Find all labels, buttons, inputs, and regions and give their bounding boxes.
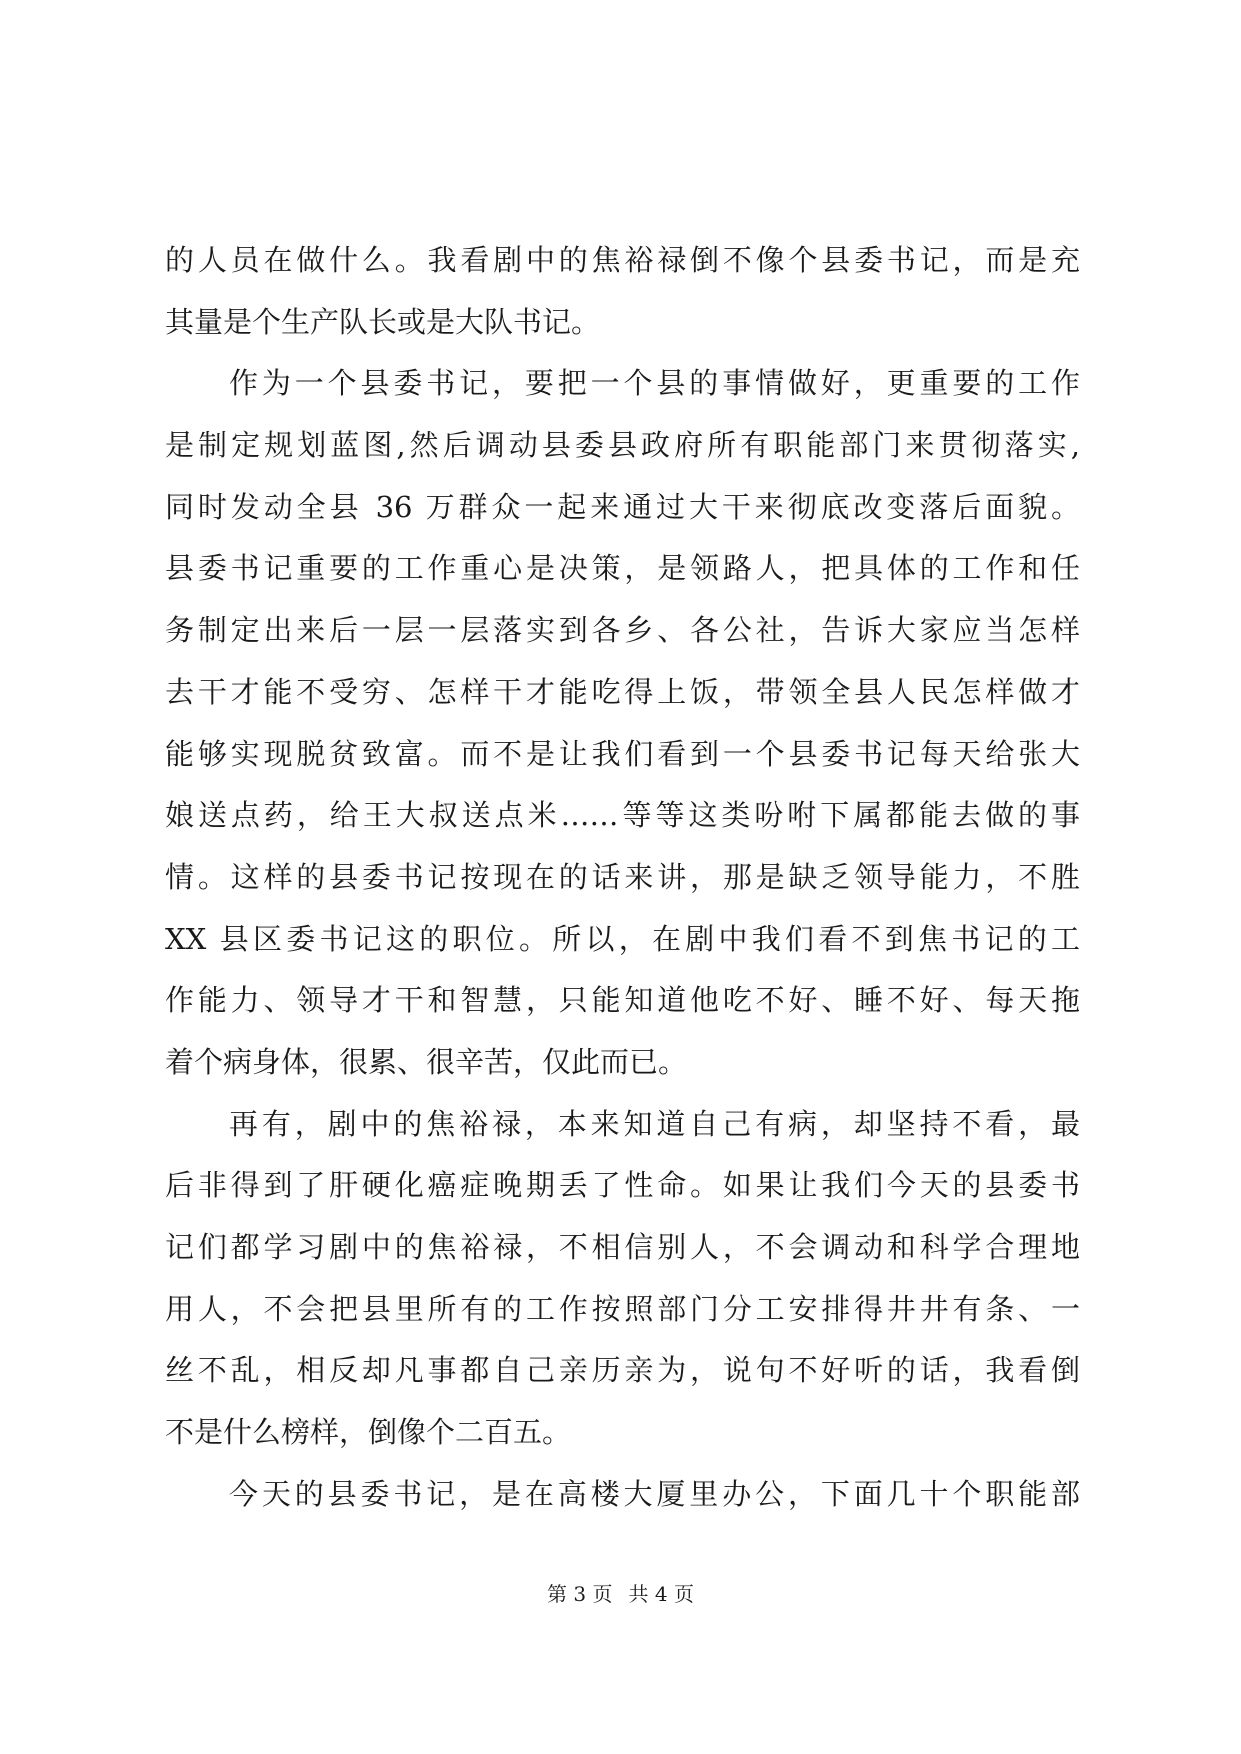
text-line: 的人员在做什么。我看剧中的焦裕禄倒不像个县委书记，而是充 [165,243,1080,277]
text-line: 其量是个生产队长或是大队书记。 [165,304,601,339]
page-total: 共 4 页 [628,1582,694,1606]
paragraph-start-line: 再有，剧中的焦裕禄，本来知道自己有病，却坚持不看，最 [229,1106,1080,1141]
text-line: 后非得到了肝硬化癌症晚期丢了性命。如果让我们今天的县委书 [165,1168,1080,1203]
paragraph-start-line: 作为一个县委书记，要把一个县的事情做好，更重要的工作 [229,366,1080,401]
text-line: 情。这样的县委书记按现在的话来讲，那是缺乏领导能力，不胜 [165,859,1080,894]
text-line: 记们都学习剧中的焦裕禄，不相信别人，不会调动和科学合理地 [165,1230,1080,1264]
text-line: 着个病身体，很累、很辛苦，仅此而已。 [165,1044,688,1079]
paragraph-start-line: 今天的县委书记，是在高楼大厦里办公，下面几十个职能部 [229,1476,1080,1511]
text-line: 同时发动全县 36 万群众一起来通过大干来彻底改变落后面貌。 [165,489,1080,524]
text-line: XX 县区委书记这的职位。所以，在剧中我们看不到焦书记的工 [165,921,1080,956]
text-line: 作能力、领导才干和智慧，只能知道他吃不好、睡不好、每天拖 [165,983,1080,1018]
page-number: 第 3 页 [547,1582,613,1606]
text-line: 县委书记重要的工作重心是决策，是领路人，把具体的工作和任 [165,551,1080,586]
body-text [165,230,1080,1525]
text-line: 用人，不会把县里所有的工作按照部门分工安排得井井有条、一 [165,1291,1080,1326]
text-line: 不是什么榜样，倒像个二百五。 [165,1415,572,1450]
text-line: 娘送点药，给王大叔送点米……等等这类吩咐下属都能去做的事 [165,798,1080,833]
text-line: 去干才能不受穷、怎样干才能吃得上饭，带领全县人民怎样做才 [165,674,1080,709]
text-line: 是制定规划蓝图,然后调动县委县政府所有职能部门来贯彻落实, [165,428,1080,463]
text-line: 务制定出来后一层一层落实到各乡、各公社，告诉大家应当怎样 [165,613,1080,648]
text-line: 丝不乱，相反却凡事都自己亲历亲为，说句不好听的话，我看倒 [165,1353,1080,1388]
text-line: 能够实现脱贫致富。而不是让我们看到一个县委书记每天给张大 [165,736,1080,771]
page-footer [0,1582,1241,1606]
